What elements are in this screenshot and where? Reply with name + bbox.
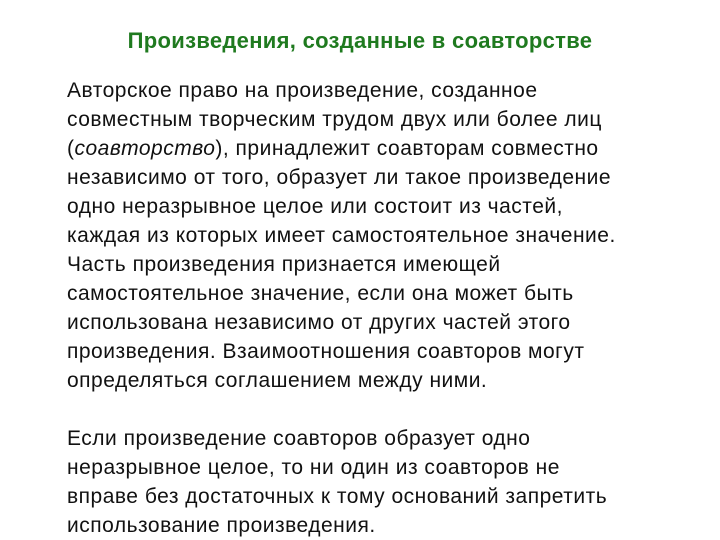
text-line: вправе без достаточных к тому оснований запретить [67, 485, 608, 508]
text-line: произведения. Взаимоотношения соавторов могут [67, 340, 585, 363]
paragraph-coauthorship-definition [67, 76, 697, 250]
text-line: Часть произведения признается имеющей [67, 253, 501, 276]
text-line: одно неразрывное целое или состоит из частей, [67, 195, 563, 218]
text-line: самостоятельное значение, если она может быть [67, 282, 574, 305]
text-line: использование произведения. [67, 514, 376, 537]
term-coauthorship: соавторство [74, 137, 216, 160]
slide-body [67, 76, 697, 540]
text-continuation: ), принадлежит соавторам совместно [215, 137, 599, 160]
text-line: совместным творческим трудом двух или более лиц [67, 108, 602, 131]
text-line: независимо от того, образует ли такое произведение [67, 166, 612, 189]
text-line [67, 134, 697, 163]
text-line: использована независимо от других частей этого [67, 311, 571, 334]
text-line: Авторское право на произведение, созданное [67, 79, 538, 102]
text-line: определяться соглашением между ними. [67, 369, 488, 392]
open-paren: ( [67, 137, 75, 160]
paragraph-indivisible-work [67, 424, 697, 540]
text-line: Если произведение соавторов образует одно [67, 427, 531, 450]
text-line: неразрывное целое, то ни один из соавторов не [67, 456, 560, 479]
paragraph-independent-part [67, 250, 697, 395]
text-line: каждая из которых имеет самостоятельное значение. [67, 224, 616, 247]
slide-title: Произведения, созданные в соавторстве [127, 28, 593, 53]
